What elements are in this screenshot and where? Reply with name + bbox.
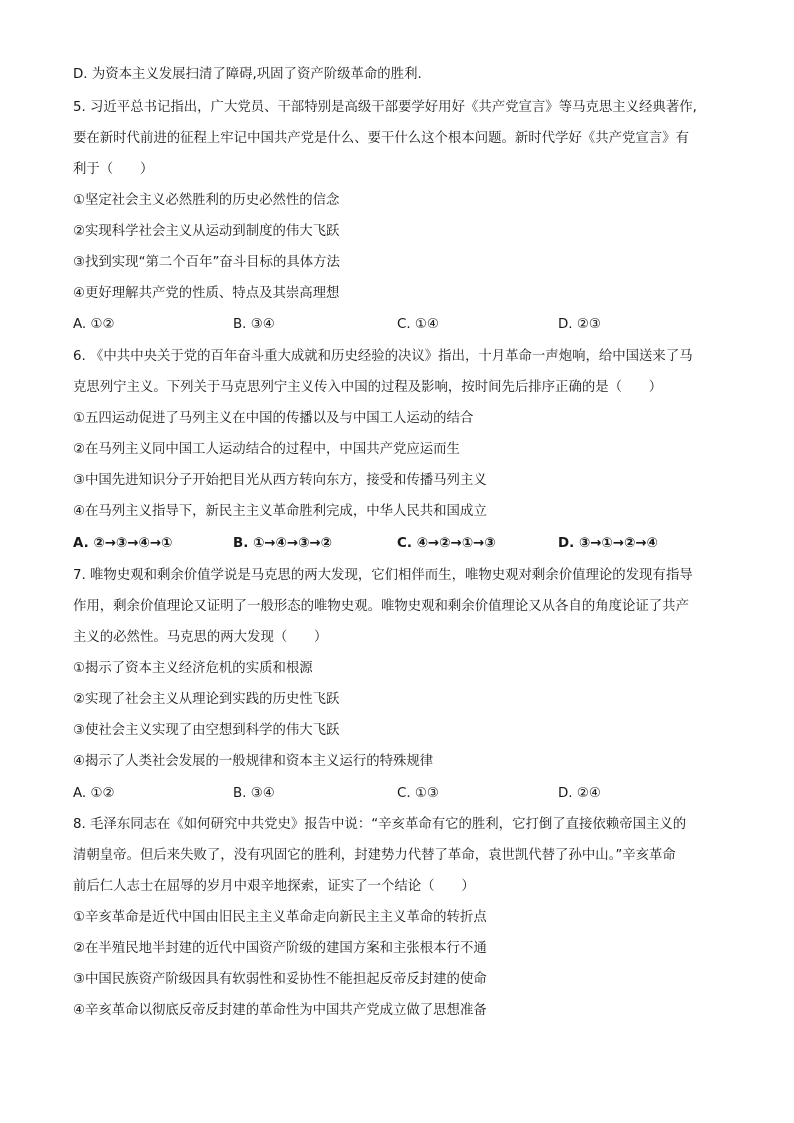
q7-stem-line-1: 7. 唯物史观和剩余价值学说是马克思的两大发现，它们相伴而生，唯物史观对剩余价值理论的发现有指导	[73, 568, 693, 583]
q6-option-d[interactable]: D. ③→①→②→④	[558, 536, 658, 551]
q5-stem-line-1: 5. 习近平总书记指出，广大党员、干部特别是高级干部要学好用好《共产党宣言》等马克思主义经典著作,	[73, 100, 697, 115]
q7-option-a[interactable]: A. ①②	[73, 786, 115, 801]
q7-stem-line-2: 作用，剩余价值理论又证明了一般形态的唯物史观。唯物史观和剩余价值理论又从各自的角度论证了共产	[73, 599, 689, 614]
q7-option-c[interactable]: C. ①③	[397, 786, 439, 801]
q8-stem-line-3: 前后仁人志士在屈辱的岁月中艰辛地探索，证实了一个结论（ ）	[73, 879, 475, 894]
q5-statement-1: ①坚定社会主义必然胜利的历史必然性的信念	[73, 193, 340, 208]
q7-option-d[interactable]: D. ②④	[558, 786, 601, 801]
q5-option-d[interactable]: D. ②③	[558, 317, 601, 332]
q4-option-d: D. 为资本主义发展扫清了障碍,巩固了资产阶级革命的胜利.	[73, 67, 422, 82]
q6-option-b[interactable]: B. ①→④→③→②	[233, 536, 332, 551]
q5-option-b[interactable]: B. ③④	[233, 317, 275, 332]
q8-statement-4: ④辛亥革命以彻底反帝反封建的革命性为中国共产党成立做了思想准备	[73, 1003, 487, 1018]
q6-statement-4: ④在马列主义指导下，新民主主义革命胜利完成，中华人民共和国成立	[73, 504, 487, 519]
q5-statement-3: ③找到实现“第二个百年”奋斗目标的具体方法	[73, 255, 340, 270]
q7-statement-2: ②实现了社会主义从理论到实践的历史性飞跃	[73, 692, 340, 707]
q8-statement-3: ③中国民族资产阶级因具有软弱性和妥协性不能担起反帝反封建的使命	[73, 972, 487, 987]
q5-stem-line-3: 利于（ ）	[73, 162, 154, 177]
q7-statement-4: ④揭示了人类社会发展的一般规律和资本主义运行的特殊规律	[73, 754, 434, 769]
q5-statement-2: ②实现科学社会主义从运动到制度的伟大飞跃	[73, 224, 340, 239]
q6-statement-3: ③中国先进知识分子开始把目光从西方转向东方，接受和传播马列主义	[73, 473, 487, 488]
q7-option-b[interactable]: B. ③④	[233, 786, 275, 801]
q7-statement-3: ③使社会主义实现了由空想到科学的伟大飞跃	[73, 723, 340, 738]
q5-option-a[interactable]: A. ①②	[73, 317, 115, 332]
q6-option-c[interactable]: C. ④→②→①→③	[397, 536, 496, 551]
q7-statement-1: ①揭示了资本主义经济危机的实质和根源	[73, 661, 313, 676]
q8-statement-2: ②在半殖民地半封建的近代中国资产阶级的建国方案和主张根本行不通	[73, 941, 487, 956]
q7-stem-line-3: 主义的必然性。马克思的两大发现（ ）	[73, 630, 328, 645]
q6-stem-line-1: 6. 《中共中央关于党的百年奋斗重大成就和历史经验的决议》指出，十月革命一声炮响，给中国送来了马	[73, 349, 693, 364]
q8-stem-line-2: 清朝皇帝。但后来失败了，没有巩固它的胜利，封建势力代替了革命，袁世凯代替了孙中山。”辛亥革命	[73, 848, 676, 863]
q8-stem-line-1: 8. 毛泽东同志在《如何研究中共党史》报告中说：“辛亥革命有它的胜利，它打倒了直接依赖帝国主义的	[73, 817, 687, 832]
q8-statement-1: ①辛亥革命是近代中国由旧民主主义革命走向新民主主义革命的转折点	[73, 910, 487, 925]
q6-statement-2: ②在马列主义同中国工人运动结合的过程中，中国共产党应运而生	[73, 442, 460, 457]
q6-stem-line-2: 克思列宁主义。下列关于马克思列宁主义传入中国的过程及影响，按时间先后排序正确的是（ ）	[73, 380, 663, 395]
q6-option-a[interactable]: A. ②→③→④→①	[73, 536, 173, 551]
q6-statement-1: ①五四运动促进了马列主义在中国的传播以及与中国工人运动的结合	[73, 411, 474, 426]
q5-statement-4: ④更好理解共产党的性质、特点及其崇高理想	[73, 286, 340, 301]
q5-stem-line-2: 要在新时代前进的征程上牢记中国共产党是什么、要干什么这个根本问题。新时代学好《共产党宣言》有	[73, 131, 689, 146]
q5-option-c[interactable]: C. ①④	[397, 317, 439, 332]
